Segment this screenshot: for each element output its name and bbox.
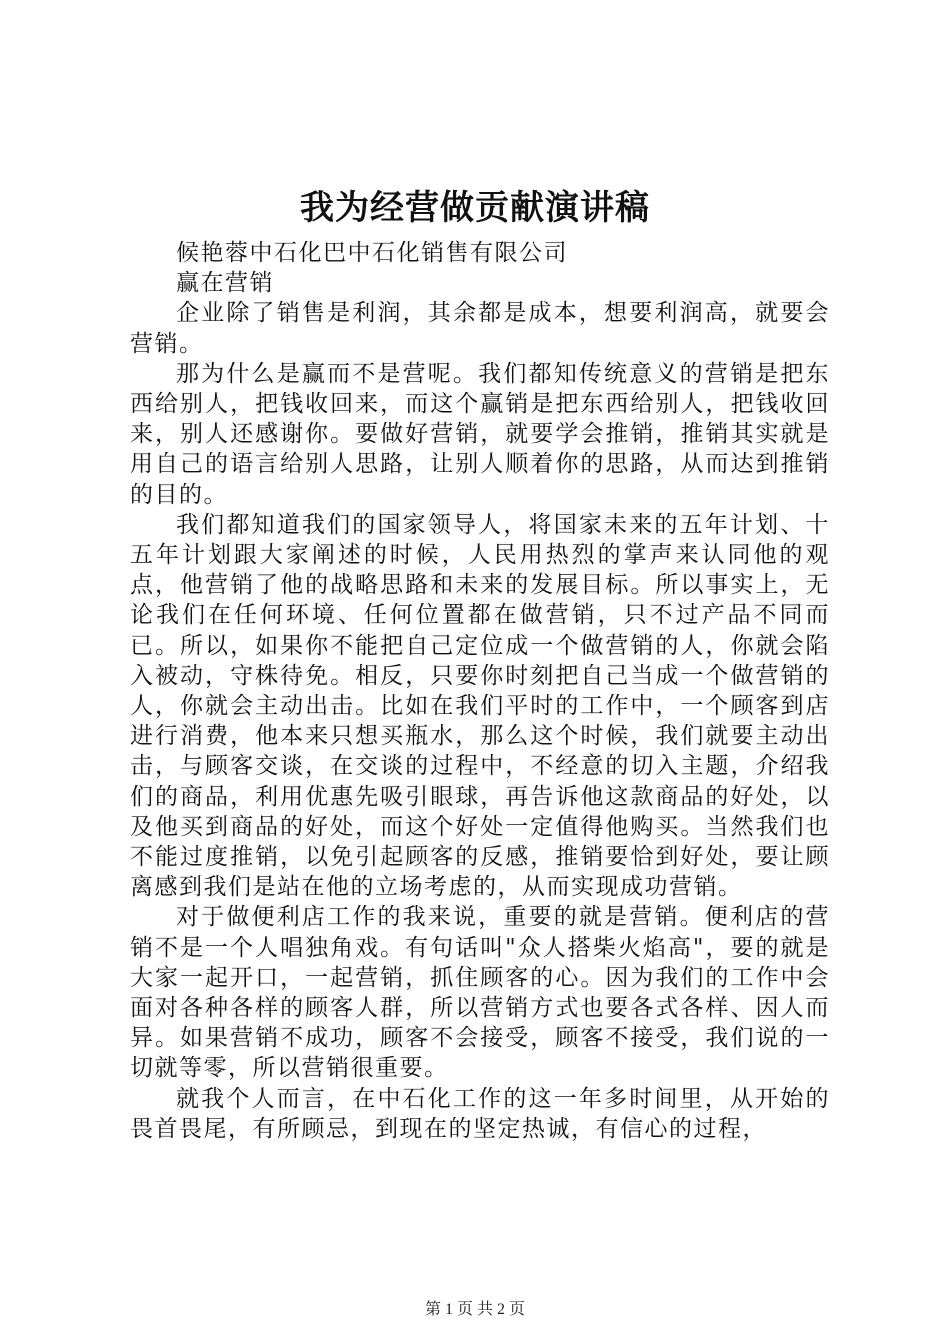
subtitle-line: 赢在营销 [176, 270, 274, 297]
paragraph: 企业除了销售是利润，其余都是成本，想要利润高，就要会营销。 [130, 300, 830, 357]
document-title: 我为经营做贡献演讲稿 [300, 188, 650, 228]
page-footer: 第 1 页 共 2 页 [424, 1301, 525, 1318]
paragraph: 那为什么是赢而不是营呢。我们都知传统意义的营销是把东西给别人，把钱收回来，而这个赢销是把东西给别人，把钱收回来，别人还感谢你。要做好营销，就要学会推销，推销其实就是用自己的语言给别人思路，让别人顺着你的思路，从而达到推销的目的。 [130, 360, 830, 508]
document-body [130, 238, 830, 1144]
paragraph: 就我个人而言，在中石化工作的这一年多时间里，从开始的畏首畏尾，有所顾忌，到现在的坚定热诚，有信心的过程， [130, 1085, 830, 1142]
paragraph: 我们都知道我们的国家领导人，将国家未来的五年计划、十五年计划跟大家阐述的时候，人民用热烈的掌声来认同他的观点，他营销了他的战略思路和未来的发展目标。所以事实上，无论我们在任何环境、任何位置都在做营销，只不过产品不同而已。所以，如果你不能把自己定位成一个做营销的人，你就会陷入被动，守株待免。相反，只要你时刻把自己当成一个做营销的人，你就会主动出击。比如在我们平时的工作中，一个顾客到店进行消费，他本来只想买瓶水，那么这个时候，我们就要主动出击，与顾客交谈，在交谈的过程中，不经意的切入主题，介绍我们的商品，利用优惠先吸引眼球，再告诉他这款商品的好处，以及他买到商品的好处，而这个好处一定值得他购买。当然我们也不能过度推销，以免引起顾客的反感，推销要恰到好处，要让顾离感到我们是站在他的立场考虑的，从而实现成功营销。 [130, 511, 830, 901]
author-line: 候艳蓉中石化巴中石化销售有限公司 [176, 240, 568, 266]
paragraph: 对于做便利店工作的我来说，重要的就是营销。便利店的营销不是一个人唱独角戏。有句话叫"众人搭柴火焰高"，要的就是大家一起开口，一起营销，抓住顾客的心。因为我们的工作中会面对各种各样的顾客人群，所以营销方式也要各式各样、因人而异。如果营销不成功，顾客不会接受，顾客不接受，我们说的一切就等零，所以营销很重要。 [130, 904, 830, 1082]
